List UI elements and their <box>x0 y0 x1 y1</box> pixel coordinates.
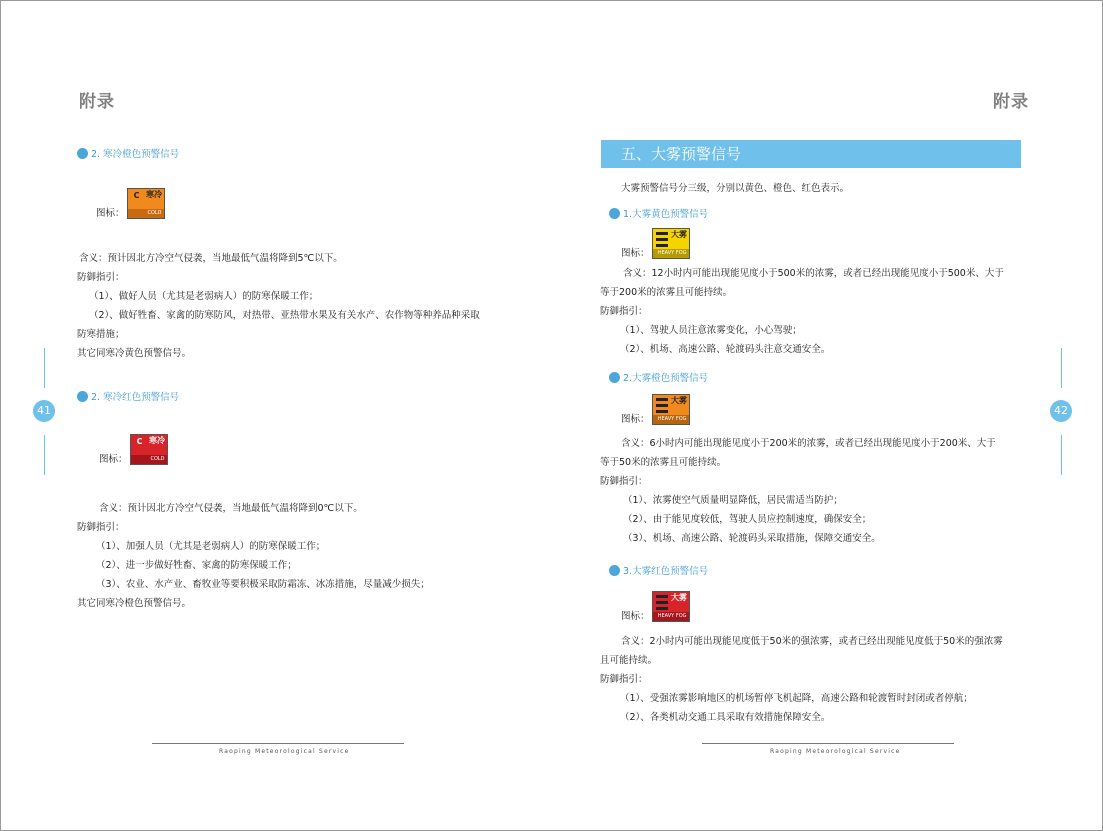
footer-text: Raoping Meteorological Service <box>770 748 901 755</box>
guide-line: （2）、由于能见度较低，驾驶人员应控制速度，确保安全； <box>623 514 872 525</box>
icon-label: 图标： <box>99 454 128 465</box>
section-title-fog-orange: 2.大雾橙色预警信号 <box>609 370 708 384</box>
guide-line: （2）、做好牲畜、家禽的防寒防风，对热带、亚热带水果及有关水产、农作物等种养品种采取 <box>89 310 480 321</box>
guide-title-cold-red: 防御指引： <box>77 522 125 533</box>
guide-title-cold-orange: 防御指引： <box>77 272 125 283</box>
guide-line: 其它同寒冷黄色预警信号。 <box>77 348 192 359</box>
guide-line: （2）、机场、高速公路、轮渡码头注意交通安全。 <box>620 344 831 355</box>
page-number: 42 <box>1050 400 1072 422</box>
meaning-line: 含义：2小时内可能出现能见度低于50米的强浓雾，或者已经出现能见度低于50米的强浓雾 <box>621 636 1003 647</box>
section-title-cold-orange: 2. 寒冷橙色预警信号 <box>77 146 179 160</box>
right-header: 附录 <box>993 92 1029 112</box>
icon-row-cold-red <box>99 434 168 465</box>
bullet-dot-icon <box>77 148 88 159</box>
icon-label: 图标： <box>621 611 650 622</box>
guide-title-fog-orange: 防御指引： <box>600 476 648 487</box>
footer-text: Raoping Meteorological Service <box>219 748 350 755</box>
icon-label: 图标： <box>621 248 650 259</box>
guide-line: （1）、做好人员（尤其是老弱病人）的防寒保暖工作； <box>89 291 319 302</box>
guide-line: 其它同寒冷橙色预警信号。 <box>77 598 192 609</box>
icon-row-fog-orange <box>621 394 690 425</box>
left-header: 附录 <box>79 92 115 112</box>
meaning-line: 等于50米的浓雾且可能持续。 <box>600 457 727 468</box>
section-title-fog-yellow: 1.大雾黄色预警信号 <box>609 206 708 220</box>
page-bar-bottom <box>1061 435 1062 475</box>
cold-red-warning-icon: C 寒冷 COLD <box>130 434 168 465</box>
icon-row-fog-red <box>621 591 690 622</box>
bullet-dot-icon <box>609 372 620 383</box>
footer-rule <box>152 743 404 744</box>
icon-label: 图标： <box>96 208 125 219</box>
guide-line: 防寒措施； <box>77 329 125 340</box>
right-page <box>551 0 1103 831</box>
guide-line: （1）、驾驶人员注意浓雾变化，小心驾驶； <box>620 325 802 336</box>
meaning-line: 且可能持续。 <box>600 655 658 666</box>
section-banner-fog: 五、大雾预警信号 <box>601 140 1021 168</box>
meaning-line: 含义：6小时内可能出现能见度小于200米的浓雾，或者已经出现能见度小于200米、大于 <box>621 438 996 449</box>
meaning-cold-orange: 含义：预计因北方冷空气侵袭，当地最低气温将降到5℃以下。 <box>79 253 343 264</box>
guide-line: （3）、农业、水产业、畜牧业等要积极采取防霜冻、冰冻措施，尽量减少损失； <box>96 579 430 590</box>
guide-line: （3）、机场、高速公路、轮渡码头采取措施，保障交通安全。 <box>623 533 881 544</box>
icon-row-fog-yellow <box>621 228 690 259</box>
page-bar-top <box>1061 348 1062 388</box>
guide-line: （1）、受强浓雾影响地区的机场暂停飞机起降，高速公路和轮渡暂时封闭或者停航； <box>620 693 973 704</box>
meaning-line: 等于200米的浓雾且可能持续。 <box>600 287 733 298</box>
page-number: 41 <box>33 400 55 422</box>
bullet-dot-icon <box>609 208 620 219</box>
page-bar-bottom <box>44 435 45 475</box>
section-title-cold-red: 2. 寒冷红色预警信号 <box>77 389 179 403</box>
left-page <box>0 0 551 831</box>
icon-label: 图标： <box>621 414 650 425</box>
fog-red-warning-icon: 大雾 HEAVY FOG <box>652 591 690 622</box>
cold-orange-warning-icon: C 寒冷 COLD <box>127 188 165 219</box>
guide-line: （1）、浓雾使空气质量明显降低，居民需适当防护； <box>623 495 843 506</box>
guide-line: （2）、各类机动交通工具采取有效措施保障安全。 <box>620 712 831 723</box>
guide-line: （1）、加强人员（尤其是老弱病人）的防寒保暖工作； <box>96 541 326 552</box>
fog-orange-warning-icon: 大雾 HEAVY FOG <box>652 394 690 425</box>
meaning-cold-red: 含义：预计因北方冷空气侵袭，当地最低气温将降到0℃以下。 <box>99 503 363 514</box>
guide-title-fog-red: 防御指引： <box>600 674 648 685</box>
guide-title-fog-yellow: 防御指引： <box>600 306 648 317</box>
footer-rule <box>702 743 954 744</box>
bullet-dot-icon <box>77 391 88 402</box>
section-title-fog-red: 3.大雾红色预警信号 <box>609 563 708 577</box>
fog-intro: 大雾预警信号分三级，分别以黄色、橙色、红色表示。 <box>621 183 850 194</box>
meaning-line: 含义：12小时内可能出现能见度小于500米的浓雾，或者已经出现能见度小于500米、大于 <box>623 268 1004 279</box>
guide-line: （2）、进一步做好牲畜、家禽的防寒保暖工作； <box>96 560 297 571</box>
bullet-dot-icon <box>609 565 620 576</box>
page-bar-top <box>44 348 45 388</box>
fog-yellow-warning-icon: 大雾 HEAVY FOG <box>652 228 690 259</box>
icon-row-cold-orange <box>96 188 165 219</box>
